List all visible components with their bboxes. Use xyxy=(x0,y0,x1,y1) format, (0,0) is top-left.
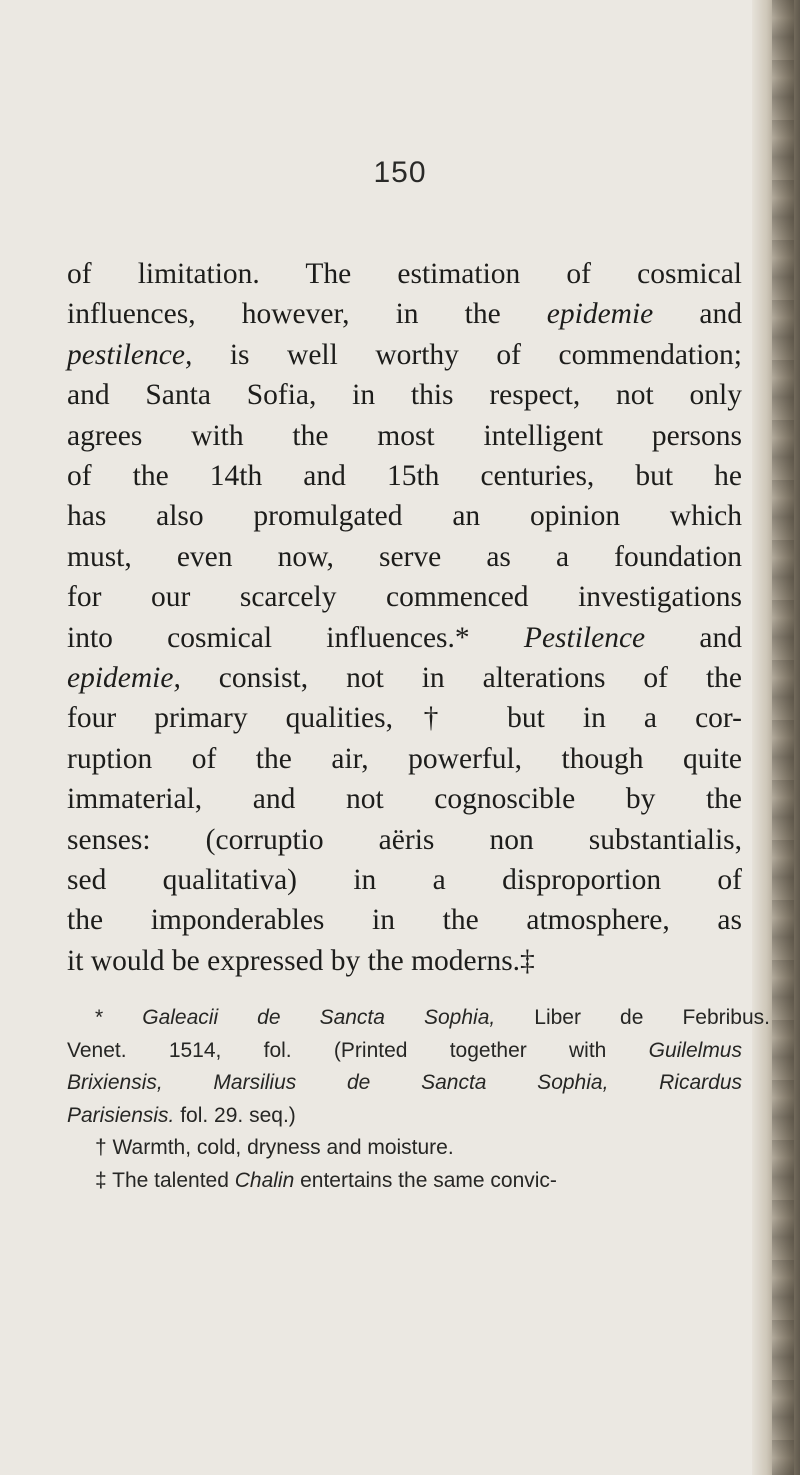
text-line xyxy=(67,658,742,698)
text-run: epidemie, xyxy=(67,662,181,694)
text-run: it would be expressed by the moderns.‡ xyxy=(67,944,535,977)
text-run: and xyxy=(645,621,743,654)
text-run: for our scarcely commenced investigations xyxy=(67,581,742,614)
text-run: four primary qualities,† but in a cor- xyxy=(67,702,742,735)
text-run: Venet. 1514, fol. (Printed together with xyxy=(67,1038,649,1062)
text-run: Brixiensis, Marsilius de Sancta Sophia, Ricardus xyxy=(67,1071,742,1095)
text-line xyxy=(67,254,742,294)
text-line xyxy=(67,860,742,900)
footnote-line xyxy=(67,1067,742,1099)
footnote-line xyxy=(67,1132,770,1164)
text-run: ruption of the air, powerful, though quite xyxy=(67,742,742,775)
page-edge-shadow xyxy=(752,0,800,1475)
text-line xyxy=(67,779,742,819)
text-run: Galeacii de Sancta Sophia, xyxy=(142,1006,496,1029)
text-run: has also promulgated an opinion which xyxy=(67,500,742,533)
text-line xyxy=(67,739,742,779)
text-line xyxy=(67,456,742,496)
page-number: 150 xyxy=(373,156,427,189)
text-run: * xyxy=(95,1006,143,1029)
text-run: entertains the same convic- xyxy=(294,1169,557,1192)
text-run: Liber de Febribus. xyxy=(495,1006,770,1029)
text-line xyxy=(67,820,742,860)
text-run: epidemie xyxy=(546,298,654,331)
text-run: sed qualitativa) in a disproportion of xyxy=(67,864,742,896)
text-run: of the 14th and 15th centuries, but he xyxy=(67,460,742,492)
text-run: and xyxy=(653,298,742,331)
text-run: Chalin xyxy=(234,1169,295,1192)
text-line xyxy=(67,375,742,415)
text-run: and Santa Sofia, in this respect, not only xyxy=(67,379,742,412)
text-run: pestilence, xyxy=(67,338,193,371)
text-line xyxy=(67,335,742,375)
text-run: agrees with the most intelligent persons xyxy=(67,419,742,452)
text-run: influences, however, in the xyxy=(67,298,547,331)
text-run: of limitation. The estimation of cosmical xyxy=(67,258,742,290)
text-line xyxy=(67,698,742,738)
text-run: is well worthy of commendation; xyxy=(192,338,742,371)
text-run: Guilelmus xyxy=(648,1038,742,1062)
text-run: Pestilence xyxy=(523,621,646,654)
text-line xyxy=(67,618,742,658)
text-line xyxy=(67,294,742,334)
text-run: Parisiensis. xyxy=(67,1103,175,1127)
text-run: the imponderables in the atmosphere, as xyxy=(67,904,742,937)
footnote-line xyxy=(67,1002,770,1034)
text-line xyxy=(67,416,742,456)
text-line xyxy=(67,577,742,617)
text-line xyxy=(67,537,742,577)
text-run: consist, not in alterations of the xyxy=(180,662,742,694)
text-run: ‡ The talented xyxy=(95,1169,235,1192)
footnote-line xyxy=(67,1100,742,1132)
footnote-line xyxy=(67,1035,742,1067)
text-run: fol. 29. seq.) xyxy=(174,1103,296,1127)
text-line xyxy=(67,941,742,981)
footnote-line xyxy=(67,1165,770,1197)
text-line xyxy=(67,900,742,940)
text-run: into cosmical influences.* xyxy=(67,621,524,654)
text-run: immaterial, and not cognoscible by the xyxy=(67,783,742,816)
text-run: † Warmth, cold, dryness and moisture. xyxy=(95,1136,454,1160)
text-line xyxy=(67,496,742,536)
text-run: senses: (corruptio aëris non substantialis, xyxy=(67,823,742,856)
text-run: must, even now, serve as a foundation xyxy=(67,540,742,573)
